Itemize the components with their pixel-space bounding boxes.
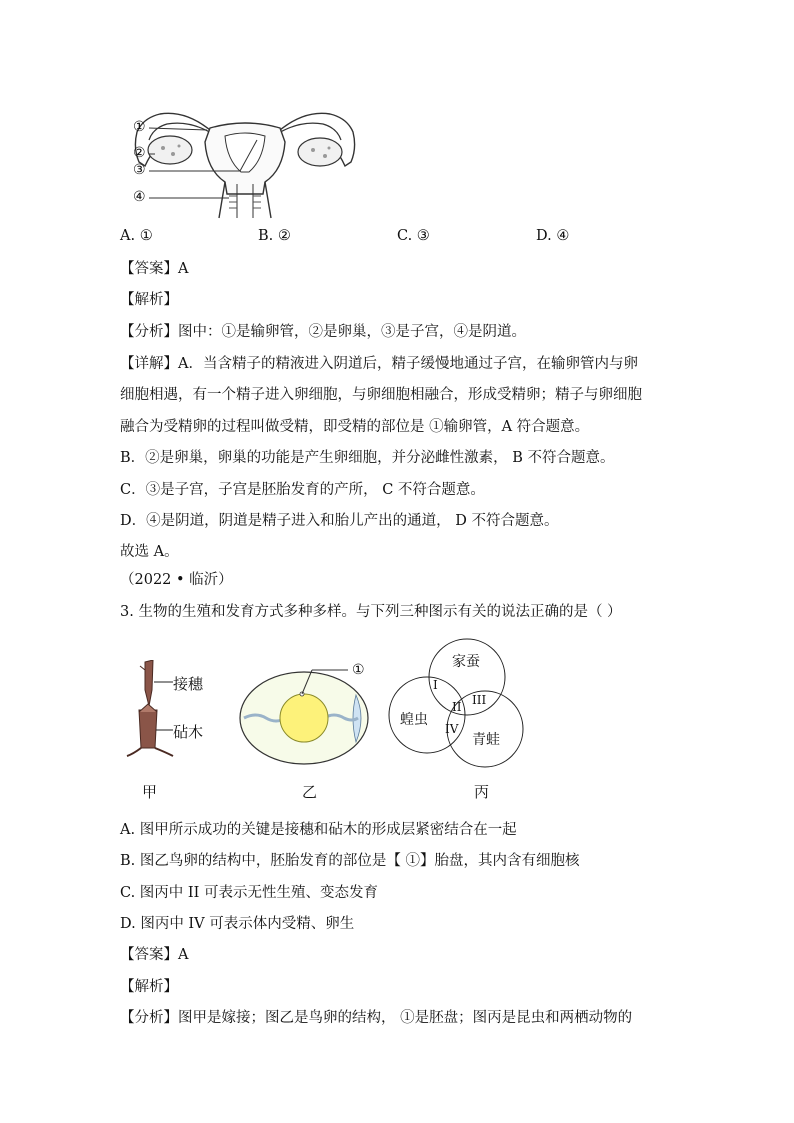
- q3-stem: 3. 生物的生殖和发育方式多种多样。与下列三种图示有关的说法正确的是（ ）: [120, 604, 622, 620]
- q2-xiangjie-line-4: B．②是卵巢，卵巢的功能是产生卵细胞，并分泌雌性激素， B 不符合题意。: [120, 450, 615, 466]
- label-2: ②: [133, 145, 146, 161]
- q3-jiexi: 【解析】: [120, 979, 178, 995]
- label-4: ④: [133, 189, 146, 205]
- q2-option-d: D. ④: [536, 228, 570, 244]
- q3-fenxi: 【分析】图甲是嫁接；图乙是鸟卵的结构， ①是胚盘；图丙是昆虫和两栖动物的: [120, 1010, 633, 1026]
- q2-conclusion: 故选 A。: [120, 544, 179, 560]
- q2-option-a: A. ①: [120, 228, 153, 244]
- q2-option-c: C. ③: [397, 228, 430, 244]
- venn-region-4: IV: [445, 722, 459, 736]
- label-3: ③: [133, 162, 146, 178]
- q2-xiangjie-line-2: 细胞相遇，有一个精子进入卵细胞，与卵细胞相融合，形成受精卵；精子与卵细胞: [120, 387, 642, 403]
- uterus-diagram: [125, 100, 365, 220]
- label-germinal-disc-marker: ①: [352, 662, 365, 678]
- q2-xiangjie-line-6: D．④是阴道，阴道是精子进入和胎儿产出的通道， D 不符合题意。: [120, 513, 559, 529]
- q3-option-d: D. 图丙中 IV 可表示体内受精、卵生: [120, 916, 355, 932]
- label-scion: 接穗: [173, 675, 204, 693]
- venn-region-1: I: [433, 678, 438, 692]
- q3-answer: 【答案】A: [120, 947, 189, 963]
- venn-label-locust: 蝗虫: [400, 712, 428, 728]
- q2-answer: 【答案】A: [120, 261, 189, 277]
- q2-xiangjie-line-5: C．③是子宫，子宫是胚胎发育的产所， C 不符合题意。: [120, 482, 485, 498]
- q3-option-c: C. 图丙中 II 可表示无性生殖、变态发育: [120, 885, 378, 901]
- q3-option-b: B. 图乙鸟卵的结构中，胚胎发育的部位是【 ①】胎盘，其内含有细胞核: [120, 853, 580, 869]
- venn-label-silkworm: 家蚕: [452, 654, 480, 670]
- q2-jiexi: 【解析】: [120, 292, 178, 308]
- q2-xiangjie-line-3: 融合为受精卵的过程叫做受精，即受精的部位是 ①输卵管，A 符合题意。: [120, 419, 590, 435]
- caption-jia: 甲: [142, 783, 158, 801]
- q3-source: （2022 • 临沂）: [120, 572, 233, 588]
- q2-xiangjie-line-1: 【详解】A．当含精子的精液进入阴道后，精子缓慢地通过子宫，在输卵管内与卵: [120, 356, 638, 372]
- caption-bing: 丙: [474, 783, 490, 801]
- venn-region-3: III: [472, 693, 487, 707]
- label-1: ①: [133, 119, 146, 135]
- q3-option-a: A. 图甲所示成功的关键是接穗和砧木的形成层紧密结合在一起: [120, 822, 517, 838]
- q2-option-b: B. ②: [258, 228, 291, 244]
- label-rootstock: 砧木: [173, 723, 204, 741]
- caption-yi: 乙: [302, 783, 318, 801]
- venn-label-frog: 青蛙: [472, 732, 500, 748]
- q2-fenxi: 【分析】图中：①是输卵管，②是卵巢，③是子宫，④是阴道。: [120, 324, 526, 340]
- venn-region-2: II: [452, 700, 462, 714]
